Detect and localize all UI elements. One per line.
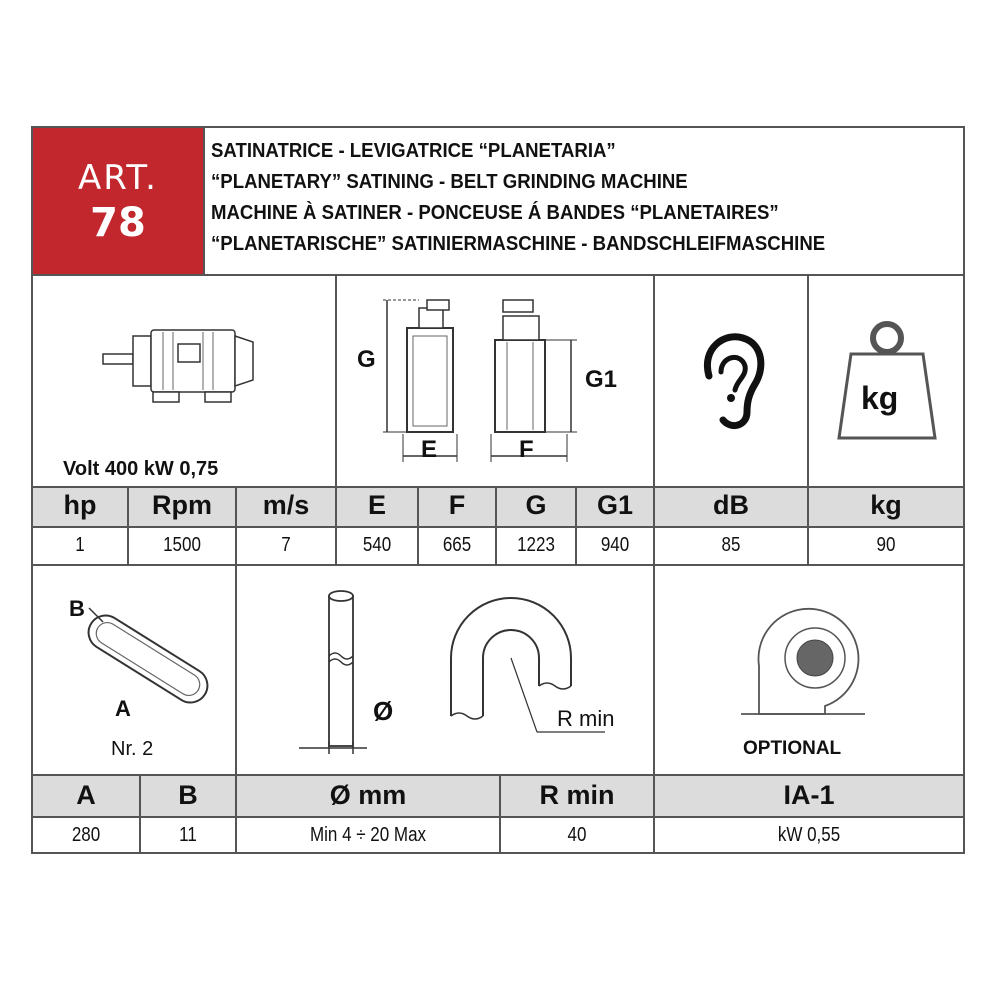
spec-header-f: F <box>448 490 466 520</box>
motor-panel <box>33 276 335 486</box>
spec-header-g: G <box>525 490 547 520</box>
divider <box>33 526 963 528</box>
bottom-value-rmin: 40 <box>567 824 587 846</box>
blower-panel <box>655 566 963 774</box>
bottom-value-a: 280 <box>71 824 101 846</box>
motor-caption: Volt 400 kW 0,75 <box>63 458 219 480</box>
spec-header-e: E <box>367 490 386 520</box>
title-english: “PLANETARY” SATINING - BELT GRINDING MACHINE <box>211 171 688 193</box>
title-block <box>211 136 961 260</box>
spec-value-hp: 1 <box>75 534 85 556</box>
spec-value-rpm: 1500 <box>163 534 201 556</box>
dim-label-g: G <box>357 346 376 373</box>
belt-caption: Nr. 2 <box>111 738 154 760</box>
divider <box>33 486 963 488</box>
spec-header-hp: hp <box>63 490 97 520</box>
bottom-value-diameter: Min 4 ÷ 20 Max <box>309 824 427 846</box>
bottom-header-diameter: Ø mm <box>329 780 407 810</box>
spec-header-db: dB <box>713 490 749 520</box>
spec-value-kg: 90 <box>876 534 896 556</box>
spec-value-ms: 7 <box>281 534 291 556</box>
tube-icon <box>237 566 653 774</box>
spec-value-e: 540 <box>362 534 392 556</box>
bottom-header-a: A <box>76 780 96 810</box>
electric-motor-icon <box>93 316 273 416</box>
bottom-value-ia1: kW 0,55 <box>777 824 841 846</box>
title-italian: SATINATRICE - LEVIGATRICE “PLANETARIA” <box>211 140 616 162</box>
ear-icon <box>691 328 771 432</box>
belt-label-a: A <box>115 696 131 721</box>
title-french: MACHINE À SATINER - PONCEUSE Á BANDES “PLANETAIRES” <box>211 202 779 224</box>
spec-value-g1: 940 <box>600 534 630 556</box>
divider <box>33 774 963 776</box>
spec-value-f: 665 <box>442 534 472 556</box>
noise-panel <box>655 276 807 486</box>
spec-header-ms: m/s <box>262 490 310 520</box>
divider <box>203 128 205 276</box>
dimension-drawing <box>337 276 653 486</box>
bottom-header-b: B <box>178 780 198 810</box>
spec-header-g1: G1 <box>596 490 634 520</box>
article-label: ART. <box>78 158 158 198</box>
belt-panel <box>33 566 235 774</box>
dim-label-g1: G1 <box>585 366 618 393</box>
belt-icon <box>73 604 223 714</box>
article-badge <box>33 128 203 276</box>
dim-label-e: E <box>421 436 438 463</box>
belt-label-b: B <box>69 596 85 621</box>
product-spec-sheet <box>31 126 965 854</box>
blower-caption: OPTIONAL <box>743 738 842 759</box>
spec-header-rpm: Rpm <box>152 490 212 520</box>
title-german: “PLANETARISCHE” SATINIERMASCHINE - BANDSCHLEIFMASCHINE <box>211 233 826 255</box>
dust-extractor-icon <box>735 596 885 726</box>
divider <box>33 816 963 818</box>
bottom-header-rmin: R min <box>539 780 615 810</box>
tube-panel <box>237 566 653 774</box>
spec-value-db: 85 <box>721 534 741 556</box>
tube-rmin-label: R min <box>557 706 615 731</box>
weight-panel <box>809 276 963 486</box>
spec-value-g: 1223 <box>517 534 555 556</box>
spec-header-kg: kg <box>870 490 902 520</box>
article-number: 78 <box>90 200 146 246</box>
bottom-header-ia1: IA-1 <box>783 780 835 810</box>
tube-diameter-label: Ø <box>373 696 394 726</box>
weight-label: kg <box>861 380 899 416</box>
dim-label-f: F <box>519 436 534 463</box>
bottom-value-b: 11 <box>179 824 197 846</box>
